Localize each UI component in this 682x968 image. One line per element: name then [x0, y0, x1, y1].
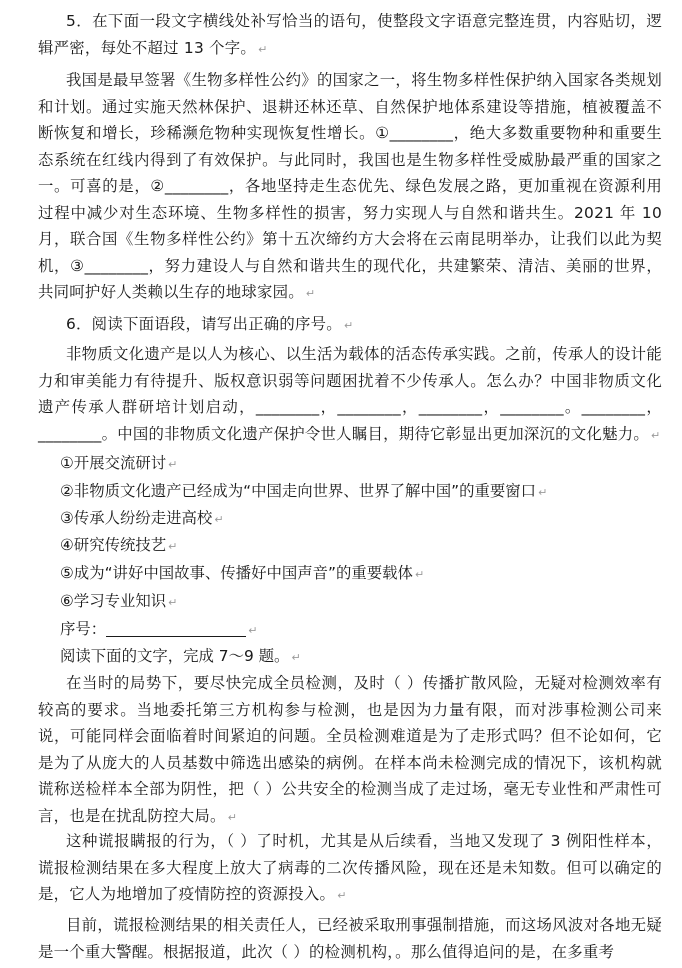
- q6-answer-line[interactable]: 序号： ↵: [60, 620, 258, 638]
- q6-option-2: ②非物质文化遗产已经成为“中国走向世界、世界了解中国”的重要窗口 ↵: [60, 482, 548, 500]
- q6-passage: 非物质文化遗产是以人为核心、以生活为载体的活态传承实践。之前，传承人的设计能力和审美能力有待提升、版权意识弱等问题困扰着不少传承人。怎么办？中国非物质文化遗产传承人群研培计划启动，________，________，________，________。________，________。中国的非物质文化遗产保护令世人瞩目，期待它彰显出更加深沉的文化魅力。 ↵: [38, 345, 662, 443]
- reading-paragraph-3: 目前，谎报检测结果的相关责任人，已经被采取刑事强制措施，而这场风波对各地无疑是一个重大警醒。根据报道，此次（ ）的检测机构，。那么值得追问的是，在多重考: [38, 916, 662, 961]
- q5-prompt: 5．在下面一段文字横线处补写恰当的语句，使整段文字语意完整连贯，内容贴切，逻辑严密，每处不超过 13 个字。 ↵: [38, 12, 662, 57]
- q5-passage: 我国是最早签署《生物多样性公约》的国家之一，将生物多样性保护纳入国家各类规划和计划。通过实施天然林保护、退耕还林还草、自然保护地体系建设等措施，植被覆盖不断恢复和增长，珍稀濒危物种实现恢复性增长。①________，绝大多数重要物种和重要生态系统在红线内得到了有效保护。与此同时，我国也是生物多样性受威胁最严重的国家之一。可喜的是，②________，各地坚持走生态优先、绿色发展之路，更加重视在资源利用过程中减少对生态环境、生物多样性的损害，努力实现人与自然和谐共生。2021 年 10 月，联合国《生物多样性公约》第十五次缔约方大会将在云南昆明举办，让我们以此为契机，③________，努力建设人与自然和谐共生的现代化，共建繁荣、清洁、美丽的世界，共同呵护好人类赖以生存的地球家园。 ↵: [38, 71, 662, 301]
- q6-option-1: ①开展交流研讨 ↵: [60, 454, 178, 472]
- reading-paragraph-2: 这种谎报瞒报的行为，（ ）了时机，尤其是从后续看，当地又发现了 3 例阳性样本，谎报检测结果在多大程度上放大了病毒的二次传播风险，现在还是未知数。但可以确定的是，它人为地增加了疫情防控的资源投入。 ↵: [38, 832, 662, 903]
- q6-option-6: ⑥学习专业知识 ↵: [60, 592, 178, 610]
- q6-option-3: ③传承人纷纷走进高校 ↵: [60, 509, 224, 527]
- reading-paragraph-1: 在当时的局势下，要尽快完成全员检测，及时（ ）传播扩散风险，无疑对检测效率有较高的要求。当地委托第三方机构参与检测，也是因为力量有限，而对涉事检测公司来说，可能同样会面临着时间紧迫的问题。全员检测难道是为了走形式吗？但不论如何，它是为了从庞大的人员基数中筛选出感染的病例。在样本尚未检测完成的情况下，该机构就谎称送检样本全部为阴性，把（ ）公共安全的检测当成了走过场，毫无专业性和严肃性可言，也是在扰乱防控大局。 ↵: [38, 674, 662, 825]
- answer-blank[interactable]: [106, 636, 246, 637]
- q6-option-4: ④研究传统技艺 ↵: [60, 536, 178, 554]
- q6-prompt: 6．阅读下面语段，请写出正确的序号。 ↵: [66, 315, 354, 333]
- q6-option-5: ⑤成为“讲好中国故事、传播好中国声音”的重要载体 ↵: [60, 564, 425, 582]
- reading-intro: 阅读下面的文字，完成 7～9 题。 ↵: [60, 647, 301, 665]
